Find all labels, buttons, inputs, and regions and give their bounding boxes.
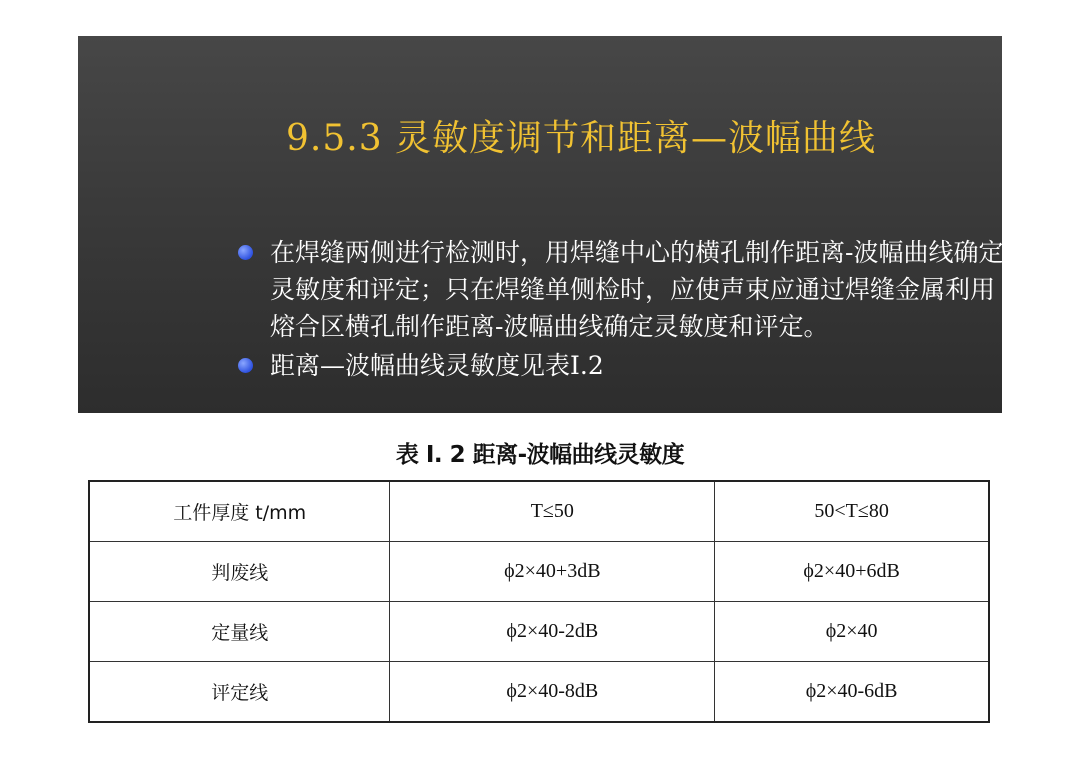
slide-panel — [78, 36, 1002, 413]
header-cell-t-le-50: T≤50 — [390, 481, 715, 542]
table-cell: ϕ2×40+3dB — [390, 542, 715, 602]
row-label: 判废线 — [89, 542, 390, 602]
slide-title: 9.5.3 灵敏度调节和距离—波幅曲线 — [286, 118, 877, 159]
bullet-text: 距离—波幅曲线灵敏度见表I.2 — [270, 351, 604, 380]
table-header-row — [89, 481, 989, 542]
bullet-item — [236, 347, 1016, 384]
bullet-list — [236, 234, 1016, 386]
row-label: 评定线 — [89, 662, 390, 723]
table-cell: ϕ2×40-2dB — [390, 602, 715, 662]
header-cell-thickness: 工件厚度 t/mm — [89, 481, 390, 542]
bullet-dot-icon — [238, 358, 253, 373]
table-cell: ϕ2×40+6dB — [715, 542, 989, 602]
table-cell: ϕ2×40 — [715, 602, 989, 662]
row-label: 定量线 — [89, 602, 390, 662]
table-row — [89, 662, 989, 723]
bullet-text: 在焊缝两侧进行检测时，用焊缝中心的横孔制作距离-波幅曲线确定灵敏度和评定；只在焊缝单侧检时，应使声束应通过焊缝金属利用熔合区横孔制作距离-波幅曲线确定灵敏度和评定。 — [270, 238, 1004, 341]
table-caption — [0, 436, 1080, 469]
table-caption-text: 表 I. 2 距离-波幅曲线灵敏度 — [395, 442, 685, 468]
table-cell: ϕ2×40-8dB — [390, 662, 715, 723]
table-row — [89, 602, 989, 662]
sensitivity-table — [88, 480, 990, 723]
bullet-item — [236, 234, 1016, 345]
table-cell: ϕ2×40-6dB — [715, 662, 989, 723]
header-cell-50-t-80: 50<T≤80 — [715, 481, 989, 542]
table-row — [89, 542, 989, 602]
bullet-dot-icon — [238, 245, 253, 260]
